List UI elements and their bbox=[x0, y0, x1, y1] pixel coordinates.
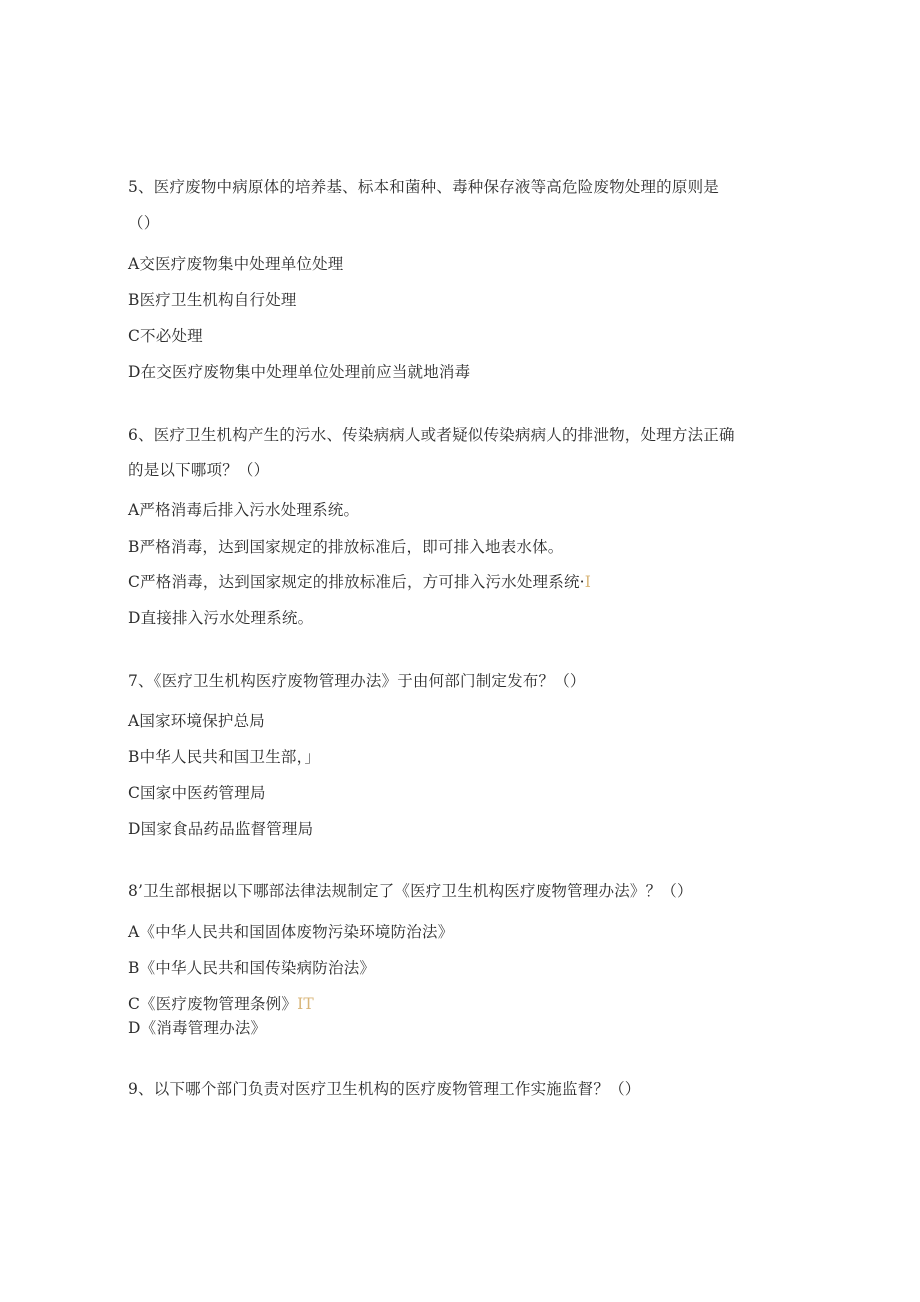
question-6-option-a: A严格消毒后排入污水处理系统。 bbox=[128, 501, 360, 519]
question-5-stem-line-1: 5、医疗废物中病原体的培养基、标本和菌种、毒种保存液等高危险废物处理的原则是 bbox=[128, 178, 719, 196]
question-5-option-a: A交医疗废物集中处理单位处理 bbox=[128, 255, 344, 273]
question-6-option-c: C严格消毒，达到国家规定的排放标准后，方可排入污水处理系统· bbox=[128, 573, 585, 591]
question-8-option-c-mark: IT bbox=[297, 995, 314, 1013]
question-7-option-c: C国家中医药管理局 bbox=[128, 784, 266, 802]
question-6-option-c-mark: I bbox=[584, 573, 592, 591]
question-7-option-b: B中华人民共和国卫生部，」 bbox=[128, 748, 321, 766]
question-6-stem-line-2: 的是以下哪项？（） bbox=[128, 461, 270, 479]
question-8-option-c: C《医疗废物管理条例》 bbox=[128, 995, 298, 1013]
question-9-stem: 9、以下哪个部门负责对医疗卫生机构的医疗废物管理工作实施监督？（） bbox=[128, 1080, 641, 1098]
question-6-stem-line-1: 6、医疗卫生机构产生的污水、传染病病人或者疑似传染病病人的排泄物，处理方法正确 bbox=[128, 426, 735, 444]
question-7-stem: 7、《医疗卫生机构医疗废物管理办法》于由何部门制定发布？（） bbox=[128, 672, 586, 690]
question-5-option-b: B医疗卫生机构自行处理 bbox=[128, 291, 297, 309]
question-7-option-d: D国家食品药品监督管理局 bbox=[128, 820, 314, 838]
question-6-option-c-row bbox=[128, 572, 591, 592]
question-8-option-c-row bbox=[128, 994, 314, 1014]
question-8-option-b: B《中华人民共和国传染病防治法》 bbox=[128, 959, 376, 977]
question-8-option-d: D《消毒管理办法》 bbox=[128, 1019, 267, 1037]
question-6-option-d: D直接排入污水处理系统。 bbox=[128, 609, 314, 627]
question-8-option-a: A《中华人民共和国固体废物污染环境防治法》 bbox=[128, 923, 454, 941]
question-8-stem: 8’卫生部根据以下哪部法律法规制定了《医疗卫生机构医疗废物管理办法》？（） bbox=[128, 882, 693, 900]
question-5-option-c: C不必处理 bbox=[128, 327, 203, 345]
question-7-option-a: A国家环境保护总局 bbox=[128, 712, 265, 730]
question-5-stem-line-2: （） bbox=[128, 214, 160, 232]
question-6-option-b: B严格消毒，达到国家规定的排放标准后，即可排入地表水体。 bbox=[128, 538, 564, 556]
question-5-option-d: D在交医疗废物集中处理单位处理前应当就地消毒 bbox=[128, 363, 471, 381]
